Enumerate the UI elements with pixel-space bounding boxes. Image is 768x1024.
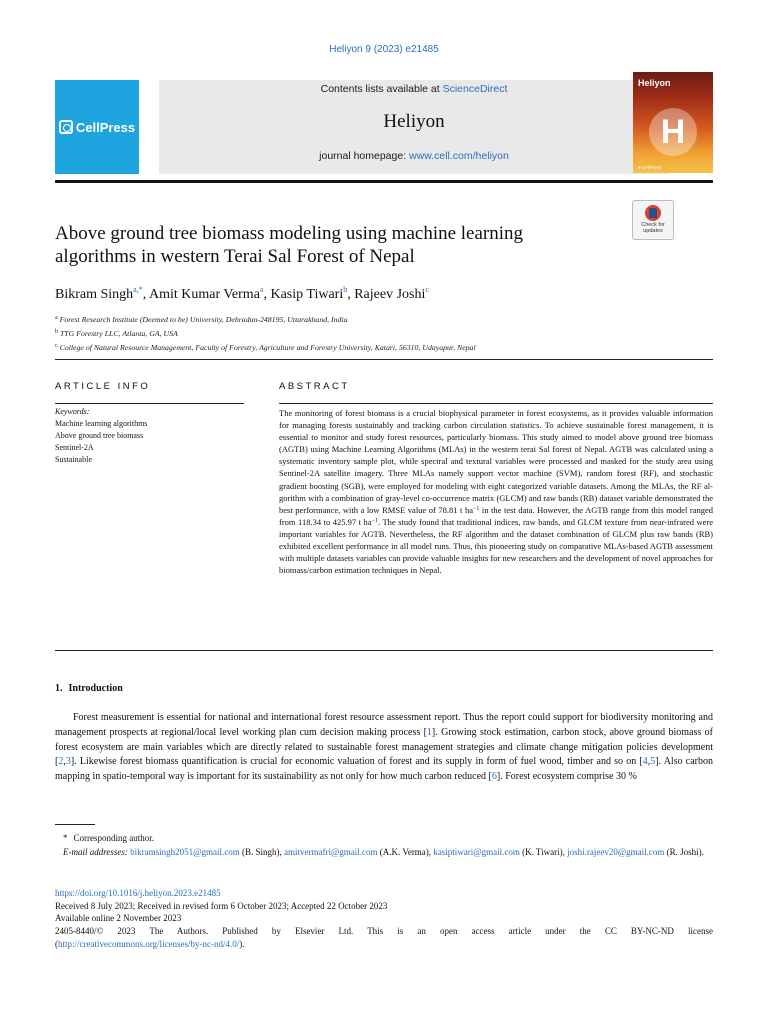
citation-link[interactable]: 6: [491, 771, 497, 783]
article-info-rule: [55, 403, 244, 404]
publication-info: [55, 887, 713, 951]
check-updates-line2: updates: [643, 228, 663, 234]
abstract-part: in the test data. However, the AGTB range from this model ranged from 118.34 to 425.97 t ha: [279, 504, 713, 527]
email-label: E-mail addresses:: [63, 846, 128, 857]
citation-link[interactable]: 5: [650, 756, 656, 768]
author-affil-sup[interactable]: a: [259, 285, 264, 294]
article-title: [55, 222, 615, 268]
citation-link[interactable]: 2: [58, 756, 64, 768]
affiliation-text: TTG Forestry LLC, Atlanta, GA, USA: [59, 329, 178, 338]
abstract-text: [279, 407, 713, 576]
abstract-rule: [279, 403, 713, 404]
sciencedirect-link[interactable]: ScienceDirect: [442, 83, 508, 95]
section-number: 1.: [55, 683, 63, 694]
body-text: ]. Also carbon mapping in spatio-temporal way is important for its sustainability as not only for how much carbon reduced [: [55, 756, 713, 783]
author-name[interactable]: Rajeev Joshi: [354, 287, 426, 302]
keyword-item: Machine learning algorithms: [55, 419, 148, 428]
citation-link[interactable]: 4: [642, 756, 648, 768]
corresponding-author-note: [55, 832, 713, 846]
email-addresses: [55, 846, 713, 860]
author-name[interactable]: Amit Kumar Verma: [148, 287, 260, 302]
paren-open: (: [55, 938, 58, 949]
keywords-label: Keywords:: [55, 407, 90, 416]
license-link[interactable]: http://creativecommons.org/licenses/by-nc-nd/4.0/: [58, 938, 240, 949]
section-title: Introduction: [68, 683, 123, 694]
cover-footer: ● CellPress: [638, 165, 662, 170]
abstract-heading: ABSTRACT: [279, 381, 350, 392]
cellpress-mark-icon: [59, 120, 73, 134]
email-owner: (B. Singh),: [239, 846, 284, 857]
check-updates-label: [633, 222, 673, 234]
license-url-line: [55, 938, 713, 951]
title-line-2: algorithms in western Terai Sal Forest of Nepal: [55, 246, 415, 267]
running-head-citation[interactable]: Heliyon 9 (2023) e21485: [329, 44, 439, 55]
available-online-date: Available online 2 November 2023: [55, 913, 182, 924]
corresponding-label: Corresponding author.: [73, 833, 154, 843]
introduction-paragraph: Forest measurement is essential for national and international forest resource assessment report. Thus the report could support for biodiversity monitoring and management prospects at regional/local level working plan cum decision making process [1]. Growing stock estimation, carbon stock, above ground biomass of forest ecosystem are main variables which are directly related to sustainable forest management strategies and climate change mitigation policies development [2,3]. Likewise forest biomass quantification is crucial for economic valuation of forest and its supply in form of fuel wood, timber and so on [4,5]. Also carbon mapping in spatio-temporal way is important for its sustainability as not only for how much carbon reduced [6]. Forest ecosystem comprise 30 %: [55, 712, 714, 783]
contents-line: [159, 83, 669, 95]
section-divider: [55, 650, 713, 651]
unit-exponent: −1: [371, 517, 378, 524]
homepage-prefix: journal homepage:: [319, 150, 410, 162]
cellpress-logo-text: CellPress: [75, 119, 136, 135]
footnote-marker: *: [63, 833, 68, 843]
contents-prefix: Contents lists available at: [320, 83, 443, 95]
email-link[interactable]: amitvermafri@gmail.com: [283, 846, 378, 857]
body-text: ]. Growing stock estimation, carbon stock, above ground biomass of forest ecosystem are main variables which are directly related to sustainable forest management strategies and climate change mitigation policies development [: [55, 726, 714, 768]
license-statement: 2405-8440/© 2023 The Authors. Published by Elsevier Ltd. This is an open access article under the CC BY-NC-ND license: [55, 926, 713, 937]
affiliation-text: College of Natural Resource Management, Faculty of Forestry, Agriculture and Forestry University, Katari, 56310, Udayapur, Nepal: [59, 343, 476, 352]
email-owner: (A.K. Verma),: [377, 846, 434, 857]
abstract-part: . The study found that traditional indices, raw bands, and GLCM texture from near-infrared were important variables for AGTB. Nevertheless, the RF algorithm and the dataset combination of GLCM plus raw bands (RB) exhibited excellent performance in all model runs. Thus, this pioneering study on comparative MLAs-based AGTB assessment with multiple datasets variables can provide valuable insights for new researchers and the development of novel approaches for biomass/carbon estimation techniques in Nepal.: [279, 516, 714, 576]
affiliation-sup: c: [55, 343, 58, 349]
email-owner: (R. Joshi).: [664, 846, 704, 857]
paren-close: ).: [239, 938, 245, 949]
affiliations: [55, 312, 695, 354]
affiliation-item: [55, 312, 695, 326]
journal-masthead: [55, 80, 675, 174]
email-link[interactable]: kasiptiwari@gmail.com: [433, 846, 520, 857]
affiliation-sup: a: [55, 315, 58, 321]
check-updates-line1: Check for: [641, 222, 665, 228]
keyword-item: Above ground tree biomass: [55, 431, 144, 440]
journal-name: Heliyon: [383, 111, 445, 132]
bookmark-icon: [645, 205, 661, 221]
header-divider: [55, 180, 713, 183]
author-affil-sup[interactable]: a,*: [133, 285, 143, 294]
cellpress-logo[interactable]: [55, 80, 139, 174]
author-name[interactable]: Kasip Tiwari: [270, 287, 344, 302]
citation-link[interactable]: 1: [426, 726, 432, 738]
check-for-updates-button[interactable]: [632, 200, 674, 240]
affiliation-sup: b: [55, 329, 58, 335]
author-affil-sup[interactable]: c: [425, 285, 429, 294]
citation-link[interactable]: 3: [65, 756, 71, 768]
email-link[interactable]: joshi.rajeev20@gmail.com: [567, 846, 665, 857]
body-text: ]. Forest ecosystem comprise 30 %: [496, 771, 637, 783]
homepage-line: [159, 150, 669, 162]
cover-h-icon: H: [649, 108, 697, 156]
email-owner: (K. Tiwari),: [519, 846, 568, 857]
footnotes: [55, 832, 713, 859]
section-divider: [55, 359, 713, 360]
body-text: ]. Likewise forest biomass quantification is crucial for economic valuation of forest and its supply in form of fuel wood, timber and so on [: [70, 756, 643, 768]
body-text: Forest measurement is essential for national and international forest resource assessment report. Thus the report could support for biodiversity monitoring and management prospects at regional/local level working plan cum decision making process [: [55, 712, 713, 738]
abstract-part: The monitoring of forest biomass is a crucial biophysical parameter in forest ecosystems, as it provides valuable information for managing forests sustainably and tracking carbon circulation statistics. To achieve sustainable forest management, it is essential to monitor and study forest resources, particularly biomass. This study aimed to model above ground tree biomass (AGTB) using Machine Learning Algorithms (MLAs) in the western terai Sal forest of Nepal. AGTB was calculated using a systematic inventory sample plot, while spectral and textural variables were processed and masked for the study area using Sentinel-2A satellite imagery. Three MLAs namely support vector machine (SVM), random forest (RF), and stochastic gradient boosting (SGB), were employed for modeling with eight categorized variable datasets. Among the MLAs, the RF algorithm with a combination of gray-level co-occurrence matrix (GLCM) and raw bands (RB) dataset variable demonstrated the best performance, with a low RMSE value of 78.81 t ha: [279, 408, 713, 515]
author-name[interactable]: Bikram Singh: [55, 287, 134, 302]
author-affil-sup[interactable]: b: [343, 285, 348, 294]
affiliation-text: Forest Research Institute (Deemed to be) University, Dehradun-248195, Uttarakhand, India: [59, 315, 348, 324]
cover-title: Heliyon: [638, 78, 671, 88]
received-dates: Received 8 July 2023; Received in revised form 6 October 2023; Accepted 22 October 2023: [55, 900, 388, 911]
keyword-item: Sustainable: [55, 455, 92, 464]
author-list: Bikram Singh$^{a,*}$, Amit Kumar Verma$^a$, Kasip Tiwari$^b$, Rajeev Joshi$^c$: [55, 285, 429, 302]
email-link[interactable]: bikramsingh2051@gmail.com: [130, 846, 240, 857]
article-info-heading: ARTICLE INFO: [55, 381, 151, 392]
unit-exponent: −1: [472, 505, 480, 512]
introduction-heading: [55, 683, 123, 694]
journal-cover-image[interactable]: [633, 72, 713, 173]
journal-info-box: [159, 80, 669, 174]
keyword-item: Sentinel-2A: [55, 443, 94, 452]
affiliation-item: [55, 340, 695, 354]
journal-homepage-link[interactable]: www.cell.com/heliyon: [409, 150, 509, 162]
keywords-block: [55, 406, 255, 466]
affiliation-item: [55, 326, 695, 340]
title-line-1: Above ground tree biomass modeling using machine learning: [55, 223, 524, 244]
doi-link[interactable]: https://doi.org/10.1016/j.heliyon.2023.e21485: [55, 888, 221, 898]
footnote-rule: [55, 824, 95, 825]
